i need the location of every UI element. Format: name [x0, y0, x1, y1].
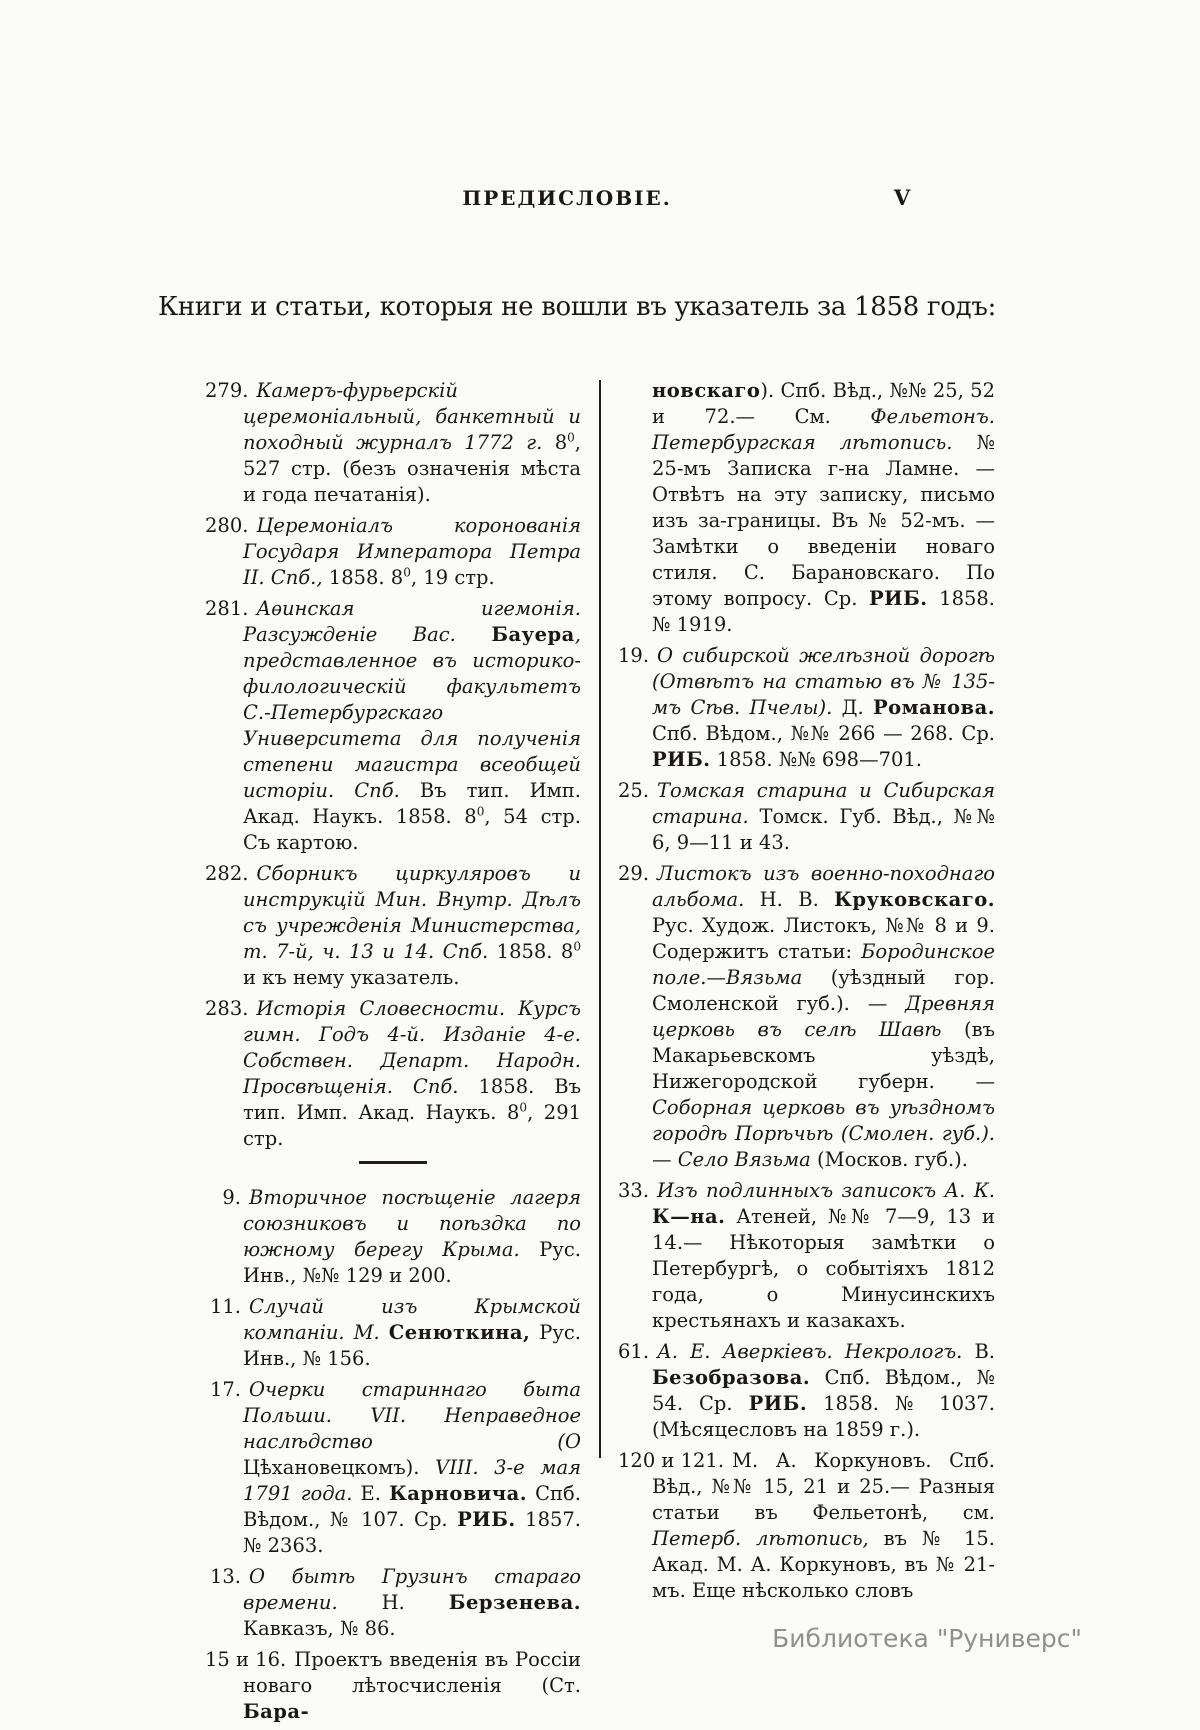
- entry-text-segment: 1857. № 2363.: [243, 1508, 581, 1557]
- entry-text-segment: К—на.: [652, 1205, 726, 1228]
- bibliography-entry: [205, 1377, 581, 1559]
- entry-text-segment: новскаго: [652, 379, 761, 402]
- entry-text-segment: , представленное въ историко-филологическій факультетъ С.-Петербургскаго Университета для полученія степени магистра всеобщей исторіи. Спб.: [243, 623, 581, 802]
- section-title: Книги и статьи, которыя не вошли въ указатель за 1858 годъ:: [157, 292, 997, 322]
- entry-text-segment: Цѣхановецкомъ).: [243, 1456, 436, 1479]
- entry-text-segment: 0: [519, 1100, 528, 1115]
- entry-text-segment: Спб. Вѣдом., №№ 266 — 268. Ср.: [652, 722, 995, 745]
- entry-text-segment: Соборная церковь въ уѣздномъ городѣ Порѣчьѣ (Смолен. губ.).— Село Вязьма: [652, 1096, 995, 1171]
- entry-text-segment: Круковскаго.: [834, 888, 995, 911]
- entry-number: 283.: [205, 997, 249, 1020]
- entry-text-segment: А. Е. Аверкіевъ. Некрологъ.: [657, 1340, 975, 1363]
- bibliography-entry: [618, 1448, 995, 1604]
- entry-text-segment: Безобразова.: [652, 1366, 811, 1389]
- entry-text-segment: Исторія Словесности. Курсъ гимн. Годъ 4-й. Изданіе 4-е. Собствен. Департ. Народн. Просвѣщенія. Спб.: [243, 997, 581, 1098]
- page-number: V: [893, 185, 911, 210]
- running-head-title: ПРЕДИСЛОВІЕ.: [462, 186, 672, 210]
- entry-text-segment: , 291 стр.: [243, 1101, 582, 1150]
- entry-text-segment: 1858. № 1037. (Мѣсяцесловъ на 1859 г.).: [652, 1392, 995, 1441]
- entry-text-segment: 1858. Въ тип. Имп. Акад. Наукъ. 8: [243, 1075, 581, 1124]
- entry-text-segment: Сборникъ циркуляровъ и инструкцій Мин. Внутр. Дѣлъ съ учрежденія Министерства, т. 7-й, ч. 13 и 14. Спб.: [243, 862, 581, 963]
- entry-text-segment: Очерки стариннаго быта Польши. VII. Неправедное наслѣдство (О: [243, 1378, 581, 1453]
- section-divider-rule: [359, 1161, 427, 1164]
- entry-text-segment: 0: [476, 804, 485, 819]
- entry-number: 25.: [618, 779, 650, 802]
- bibliography-entry: [618, 643, 995, 773]
- bibliography-entry: [618, 778, 995, 856]
- entry-text-segment: О бытѣ Грузинъ стараго времени.: [243, 1565, 581, 1614]
- entry-number: 120 и 121.: [618, 1449, 725, 1472]
- entry-number: 19.: [618, 644, 650, 667]
- bibliography-entry: [618, 378, 995, 638]
- entry-text-segment: РИБ.: [748, 1392, 808, 1415]
- entry-number: 281.: [205, 597, 249, 620]
- entry-text-segment: Аѳинская игемонія. Разсужденіе Вас.: [243, 597, 581, 646]
- entry-text-segment: въ № 15. Акад. М. А. Коркуновъ, въ № 21-мъ. Еще нѣсколько словъ: [652, 1527, 995, 1602]
- entry-text-segment: Церемоніалъ коронованія Государя Императора Петра II. Спб.,: [243, 514, 581, 589]
- entry-text-segment: (въ Макарьевскомъ уѣздѣ, Нижегородской губерн. —: [652, 1018, 995, 1093]
- bibliography-entry: [205, 996, 581, 1152]
- entry-text-segment: Рус. Инв., № 156.: [243, 1321, 581, 1370]
- entry-text-segment: Н.: [381, 1591, 449, 1614]
- entry-text-segment: Бородинское поле.—Вязьма: [652, 940, 995, 989]
- entry-text-segment: Томская старина и Сибирская старина.: [652, 779, 995, 828]
- entry-number: 11.: [209, 1295, 241, 1318]
- entry-text-segment: 0: [403, 565, 411, 580]
- bibliography-entry: [205, 1185, 581, 1289]
- entry-text-segment: (Москов. губ.).: [810, 1148, 968, 1171]
- entry-text-segment: и къ нему указатель.: [243, 966, 460, 989]
- entry-text-segment: В.: [974, 1340, 995, 1363]
- entry-text-segment: , 54 стр. Съ картою.: [243, 805, 581, 854]
- bibliography-entry: [205, 596, 581, 856]
- bibliography-entry: [618, 1178, 995, 1334]
- entry-number: 282.: [205, 862, 249, 885]
- bibliography-entry: [205, 378, 581, 508]
- entry-text-segment: 8: [554, 431, 568, 454]
- bibliography-entry: [205, 513, 581, 591]
- entry-text-segment: Томск. Губ. Вѣд., №№ 6, 9—11 и 43.: [652, 805, 995, 854]
- entry-text-segment: Бара-: [243, 1700, 310, 1723]
- entry-text-segment: Проектъ введенія въ Россіи новаго лѣтосчисленія (Ст.: [243, 1648, 581, 1697]
- entry-number: 29.: [618, 862, 650, 885]
- entry-text-segment: Вторичное посѣщеніе лагеря союзниковъ и поѣздка по южному берегу Крыма.: [243, 1186, 581, 1261]
- entry-number: 17.: [209, 1378, 241, 1401]
- entry-text-segment: О сибирской желѣзной дорогѣ (Отвѣтъ на статью въ № 135-мъ Сѣв. Пчелы).: [652, 644, 995, 719]
- bibliography-column-right: [618, 378, 995, 1609]
- entry-text-segment: 1858. №№ 698—701.: [710, 748, 923, 771]
- entry-text-segment: Романова.: [873, 696, 995, 719]
- bibliography-entry: [618, 861, 995, 1173]
- entry-text-segment: Е.: [360, 1482, 390, 1505]
- entry-text-segment: РИБ.: [869, 587, 928, 610]
- library-watermark: Библиотека "Руниверс": [772, 1624, 1082, 1653]
- entry-text-segment: Спб. Вѣдом., № 54. Ср.: [652, 1366, 995, 1415]
- bibliography-entry: [618, 1339, 995, 1443]
- entry-text-segment: Д.: [841, 696, 873, 719]
- entry-text-segment: VIII. 3-е мая 1791 года.: [243, 1456, 581, 1505]
- bibliography-column-left: [205, 378, 581, 1730]
- entry-text-segment: Кавказъ, № 86.: [243, 1617, 396, 1640]
- entry-text-segment: Сенюткина,: [388, 1321, 531, 1344]
- entry-number: 279.: [205, 379, 249, 402]
- entry-text-segment: № 25-мъ Записка г-на Ламне. — Отвѣтъ на эту записку, письмо изъ за-границы. Въ № 52-мъ. —Замѣтки о введеніи новаго стиля. С. Барановскаго. По этому вопросу. Ср.: [652, 431, 995, 610]
- entry-text-segment: Атеней, №№ 7—9, 13 и 14.— Нѣкоторыя замѣтки о Петербургѣ, о событіяхъ 1812 года, о Минусинскихъ крестьянахъ и казакахъ.: [652, 1205, 995, 1332]
- entry-text-segment: РИБ.: [457, 1508, 516, 1531]
- entry-text-segment: М. А. Коркуновъ. Спб. Вѣд., №№ 15, 21 и 25.— Разныя статьи въ Фельетонѣ, см.: [652, 1449, 995, 1524]
- entry-text-segment: Листокъ изъ военно-походнаго альбома.: [652, 862, 995, 911]
- entry-text-segment: Въ тип. Имп. Акад. Наукъ. 1858. 8: [243, 779, 581, 828]
- entry-text-segment: Бауера: [491, 623, 575, 646]
- entry-text-segment: Камеръ-фурьерскій церемоніальный, банкетный и походный журналъ 1772 г.: [243, 379, 581, 454]
- entry-number: 9.: [222, 1186, 241, 1209]
- entry-text-segment: Фельетонъ. Петербургская лѣтопись.: [652, 405, 995, 454]
- entry-text-segment: Петерб. лѣтопись,: [652, 1527, 869, 1550]
- bibliography-entry: [205, 1564, 581, 1642]
- bibliography-entry: [205, 861, 581, 991]
- entry-text-segment: Н. В.: [759, 888, 835, 911]
- entry-text-segment: Изъ подлинныхъ записокъ А. К.: [657, 1179, 995, 1202]
- entry-text-segment: Берзенева.: [448, 1591, 581, 1614]
- entry-text-segment: 1858. 8: [328, 566, 404, 589]
- entry-text-segment: Рус. Инв., №№ 129 и 200.: [243, 1238, 581, 1287]
- entry-text-segment: , 19 стр.: [410, 566, 495, 589]
- entry-number: 280.: [205, 514, 249, 537]
- entry-text-segment: 1858. 8: [496, 940, 574, 963]
- entry-number: 33.: [618, 1179, 650, 1202]
- column-divider-line: [599, 380, 601, 1458]
- bibliography-entry: [205, 1294, 581, 1372]
- entry-text-segment: Карновича.: [389, 1482, 528, 1505]
- entry-number: 15 и 16.: [205, 1648, 287, 1671]
- entry-text-segment: , 527 стр. (безъ означенія мѣста и года печатанія).: [243, 431, 581, 506]
- entry-number: 61.: [618, 1340, 650, 1363]
- entry-text-segment: Спб. Вѣдом., № 107. Ср.: [243, 1482, 581, 1531]
- entry-text-segment: (уѣздный гор. Смоленской губ.). —: [652, 966, 995, 1015]
- entry-text-segment: Рус. Худож. Листокъ, №№ 8 и 9. Содержитъ статьи:: [652, 914, 995, 963]
- entry-text-segment: РИБ.: [652, 748, 711, 771]
- entry-text-segment: Древняя церковь въ селѣ Шавѣ: [652, 992, 995, 1041]
- entry-text-segment: Случай изъ Крымской компаніи. М.: [243, 1295, 581, 1344]
- entry-text-segment: 1858. № 1919.: [652, 587, 995, 636]
- entry-text-segment: ). Спб. Вѣд., №№ 25, 52 и 72.— См.: [652, 379, 995, 428]
- entry-number: 13.: [209, 1565, 241, 1588]
- entry-text-segment: 0: [567, 430, 575, 445]
- bibliography-entry: [205, 1647, 581, 1725]
- entry-text-segment: 0: [573, 939, 581, 954]
